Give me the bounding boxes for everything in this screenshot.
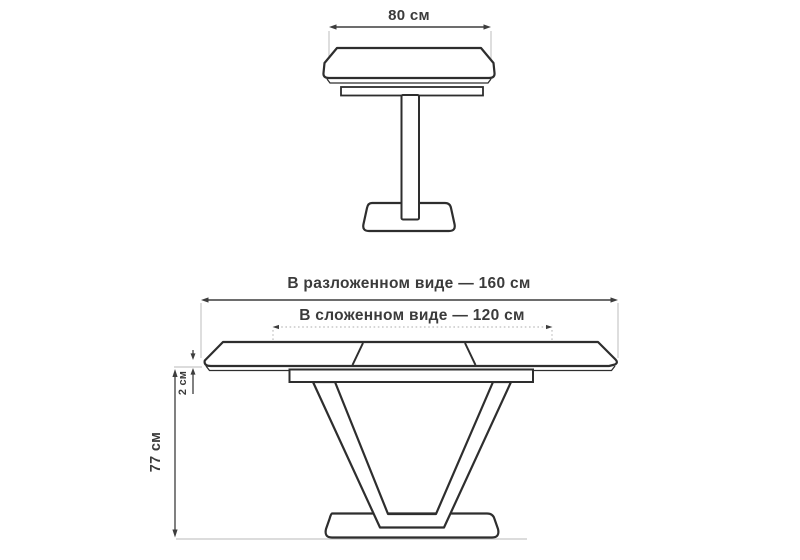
front-view (172, 297, 618, 539)
pedestal-column (402, 95, 420, 220)
arrowhead-right-icon (484, 24, 492, 29)
folded-length-label: В сложенном виде — 120 см (299, 307, 525, 324)
height-dimension-label: 77 см (148, 431, 164, 473)
arrowhead-down-icon (172, 530, 177, 538)
thickness-dimension-label: 2 см (177, 370, 189, 396)
pedestal-v-leg (313, 382, 511, 528)
apron-front-view (290, 370, 534, 383)
tabletop-front-view (205, 342, 617, 366)
tabletop-edge-band (327, 79, 491, 83)
top-view (323, 24, 494, 231)
tabletop-end-view (323, 48, 494, 78)
arrowhead-right-icon (611, 297, 619, 302)
arrowhead-left-icon (273, 325, 280, 329)
arrowhead-left-icon (201, 297, 209, 302)
arrowhead-right-icon (546, 325, 553, 329)
arrowhead-left-icon (329, 24, 337, 29)
depth-dimension-label: 80 см (388, 7, 430, 24)
extended-length-label: В разложенном виде — 160 см (287, 275, 531, 292)
